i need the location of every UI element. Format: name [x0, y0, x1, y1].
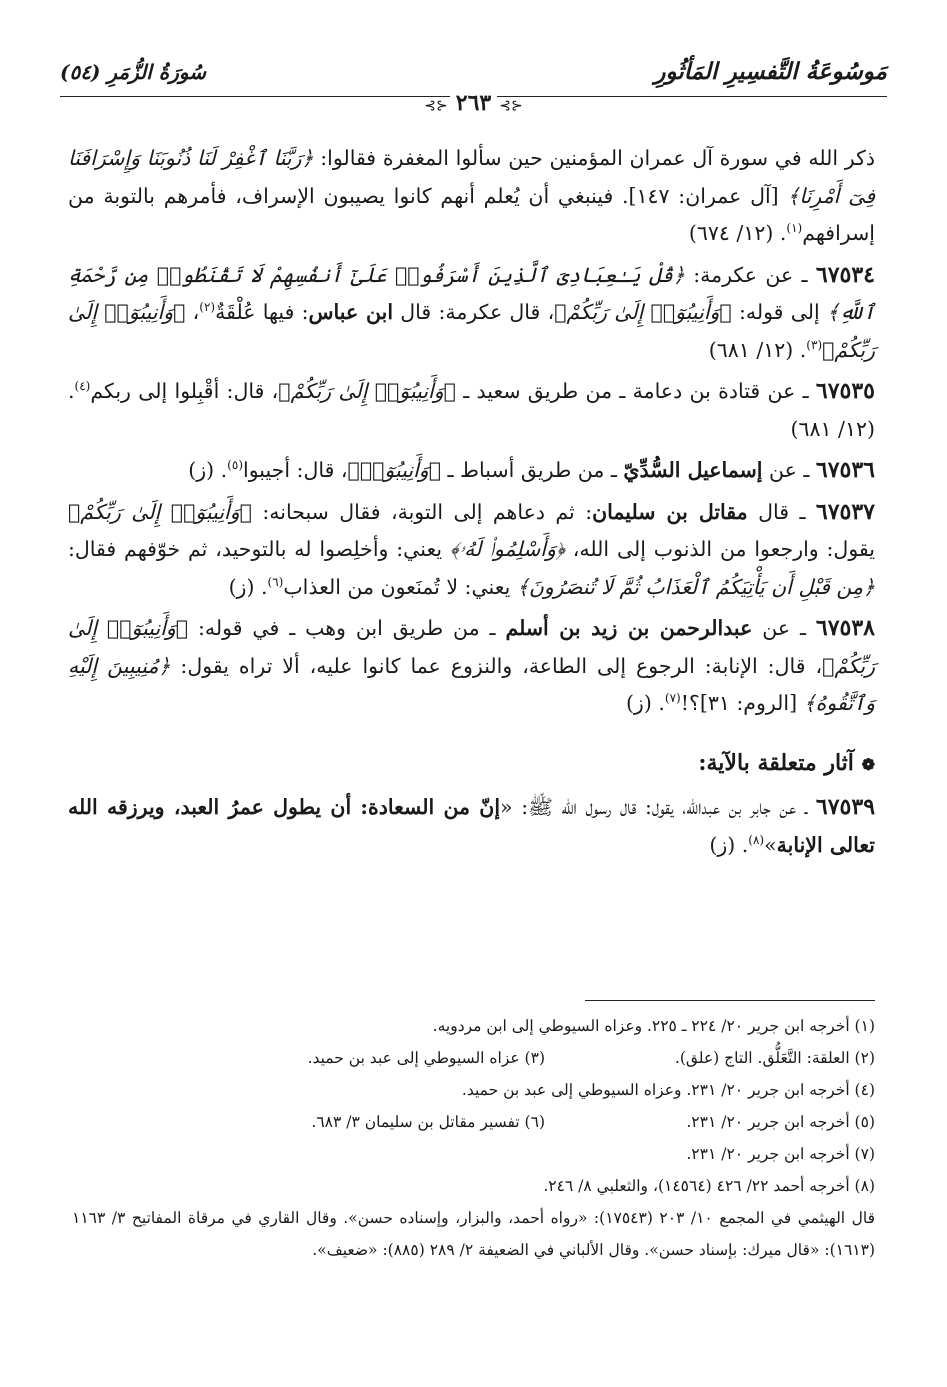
- narrator-name: مقاتل بن سليمان: [592, 499, 748, 524]
- entry-text: ،: [185, 300, 200, 324]
- footnote-ref: (٧): [664, 691, 681, 706]
- narrator-name: إسماعيل السُّدِّيّ: [623, 458, 763, 482]
- footnote-ref: (٤): [74, 379, 91, 394]
- entry-paragraph: [68, 610, 875, 723]
- quran-quote: ﴿وَأَسْلِمُوا۟ لَهُۥ﴾: [449, 537, 565, 561]
- quran-quote: ﴿وَأَنِيبُوٓا۟ إِلَىٰ رَبِّكُمْ﴾: [68, 616, 876, 678]
- entry-number: ٦٧٥٣٥: [815, 378, 875, 404]
- quran-quote: ﴿وَأَنِيبُوٓا۟ إِلَىٰ رَبِّكُمْ﴾: [68, 499, 252, 524]
- book-title: مَوسُوعَةُ التَّفسِيرِ المَأثُورِ: [654, 58, 887, 85]
- intro-paragraph: [68, 140, 875, 253]
- entries-list-related: [68, 789, 875, 864]
- entry-number: ٦٧٥٣٤: [815, 261, 875, 288]
- entry-paragraph: [68, 373, 875, 448]
- quran-quote: ﴿مُنِيبِينَ إِلَيْهِ وَٱتَّقُوهُ﴾: [68, 653, 875, 715]
- quran-quote: ﴿وَأَنِيبُوٓا۟ إِلَىٰ رَبِّكُمْ﴾: [554, 300, 732, 324]
- entry-paragraph: [68, 452, 875, 490]
- ornament-icon: ⊰⊱: [424, 98, 448, 114]
- footnote-ref: (٦): [267, 574, 284, 589]
- entry-text: ـ من طريق ابن وهب ـ في قوله:: [188, 616, 506, 640]
- footnote-row: [72, 1106, 875, 1138]
- entry-text: إلى قوله:: [731, 300, 827, 324]
- quran-quote: ﴿قُلْ يَـٰعِبَادِىَ ٱلَّذِينَ أَسْرَفُوا۟ عَلَىٰٓ أَنفُسِهِمْ لَا تَقْنَطُوا۟ مِن رَّحْمَةِ ٱللَّهِ﴾: [68, 262, 875, 324]
- entry-text: . (١٢/ ٦٨١): [68, 379, 875, 441]
- entry-text: . (١٢/ ٦٨١): [708, 337, 807, 362]
- entry-number: ٦٧٥٣٦: [815, 457, 875, 483]
- entry-text: ـ عن عكرمة:: [684, 262, 816, 287]
- footnotes: [72, 1010, 875, 1266]
- footnote-note: قال الهيثمي في المجمع ١٠/ ٢٠٣ (١٧٥٤٣): «رواه أحمد، والبزار، وإسناده حسن». وقال القاري في مرقاة المفاتيح ٣/ ١١٦٣ (١٦١٣): «قال ميرك: بإسناد حسن». وقال الألباني في الضعيفة ٢/ ٢٨٩ (٨٨٥): «ضعيف».: [72, 1209, 875, 1259]
- quran-ref: [آل عمران: ١٤٧].: [613, 183, 788, 208]
- main-text: [68, 140, 875, 868]
- footnote: (٤) أخرجه ابن جرير ٢٠/ ٢٣١. وعزاه السيوطي إلى عبد بن حميد.: [461, 1081, 875, 1099]
- quran-quote: ﴿مِن قَبْلِ أَن يَأْتِيَكُمُ ٱلْعَذَابُ ثُمَّ لَا تُنصَرُونَ﴾: [516, 574, 875, 599]
- footnote-ref: (٥): [227, 458, 243, 473]
- quran-quote: ﴿وَأَنِيبُوٓا۟ إِلَىٰ رَبِّكُمْ﴾: [278, 379, 456, 403]
- ornament-icon: ⊰⊱: [499, 98, 523, 114]
- intro-text: ذكر الله في سورة آل عمران المؤمنين حين سألوا المغفرة فقالوا:: [313, 146, 875, 170]
- section-heading: [68, 745, 875, 784]
- entry-text: . (ز): [188, 458, 228, 482]
- entries-list: [68, 257, 875, 723]
- surah-label: سُورَةُ الزُّمَرِ (٥٤): [60, 60, 207, 84]
- footnote: (١) أخرجه ابن جرير ٢٠/ ٢٢٤ ـ ٢٢٥. وعزاه السيوطي إلى ابن مردويه.: [432, 1017, 875, 1035]
- footnote-ref: (٨): [748, 832, 765, 847]
- footnote-ref: (٢): [199, 300, 216, 315]
- section-title: آثار متعلقة بالآية:: [698, 749, 854, 776]
- entry-text: : ثم دعاهم إلى التوبة، فقال سبحانه:: [251, 499, 593, 524]
- narrator-name: ابن عباس: [308, 300, 394, 324]
- entry-paragraph: [68, 257, 875, 370]
- footnote: (٧) أخرجه ابن جرير ٢٠/ ٢٣١.: [686, 1145, 875, 1163]
- entry-text: ـ عن قتادة بن دعامة ـ من طريق سعيد ـ: [455, 379, 816, 403]
- entry-text: يعني: لا تُمنَعون من العذاب: [283, 574, 517, 599]
- entry-text: يعني: وأخلِصوا له بالتوحيد، ثم خوّفهم فقال:: [68, 537, 450, 561]
- quran-quote: ﴿وَأَنِيبُوٓا۟﴾: [347, 458, 442, 482]
- entry-text: ـ عن: [762, 458, 816, 482]
- entry-paragraph: [68, 494, 875, 607]
- intro-text: فينبغي أن يُعلم أنهم كانوا يصيبون الإسراف، فأمرهم بالتوبة من إسرافهم: [68, 183, 875, 245]
- footnote-rule: [585, 1000, 875, 1001]
- entry-text: ، قال: أقْبِلوا إلى ربكم: [90, 379, 279, 403]
- page-header: [60, 58, 887, 116]
- narrator-name: عبدالرحمن بن زيد بن أسلم: [505, 616, 753, 640]
- entry-text: ـ عن جابر بن عبدالله، يقول: قال رسول الله ﷺ: «: [500, 795, 816, 819]
- entry-text: : فيها عُلْقَةٌ: [215, 300, 309, 324]
- entry-text: ، قال: الإنابة: الرجوع إلى الطاعة، والنزوع عما كانوا عليه، ألا تراه يقول:: [170, 653, 823, 678]
- entry-text: ـ قال: [747, 499, 816, 524]
- footnote: (٨) أخرجه أحمد ٢٢/ ٤٢٦ (١٤٥٦٤)، والثعلبي ٨/ ٢٤٦.: [543, 1177, 875, 1195]
- footnote-ref: (٣): [806, 337, 823, 352]
- entry-paragraph: [68, 789, 875, 864]
- entry-text: . (ز): [709, 832, 749, 857]
- entry-text: [الروم: ٣١]؟!: [680, 691, 804, 715]
- footnote: (٥) أخرجه ابن جرير ٢٠/ ٢٣١.: [686, 1113, 875, 1131]
- entry-text: يقول: وارجعوا من الذنوب إلى الله،: [564, 537, 875, 561]
- quran-quote: ﴿رَبَّنَا ٱغْفِرْ لَنَا ذُنُوبَنَا وَإِسْرَافَنَا فِىٓ أَمْرِنَا﴾: [68, 146, 875, 208]
- entry-text: »: [764, 832, 777, 857]
- entry-text: ـ عن: [752, 616, 816, 640]
- entry-number: ٦٧٥٣٨: [815, 615, 875, 641]
- entry-number: ٦٧٥٣٩: [815, 794, 876, 820]
- entry-text: . (ز): [228, 574, 268, 599]
- footnote: (٦) تفسير مقاتل بن سليمان ٣/ ٦٨٣.: [311, 1113, 545, 1131]
- flower-ornament-icon: ❁: [861, 754, 875, 774]
- entry-text: ، قال: أجيبوا: [243, 458, 348, 482]
- footnote-ref: (١): [786, 221, 803, 236]
- page-number: ٢٦٣: [450, 90, 497, 116]
- narrator-name: إنّ من السعادة: أن يطول عمرُ العبد، ويرزقه الله تعالى الإنابة: [68, 795, 875, 857]
- entry-text: ، قال عكرمة: قال: [393, 300, 555, 324]
- page-number-block: [60, 90, 887, 116]
- entry-number: ٦٧٥٣٧: [815, 498, 875, 525]
- entry-text: ـ من طريق أسباط ـ: [441, 458, 624, 482]
- footnote: (٢) العلقة: التَّعَلُّق. التاج (علق).: [674, 1049, 875, 1067]
- entry-text: . (ز): [625, 691, 665, 715]
- footnote: (٣) عزاه السيوطي إلى عبد بن حميد.: [307, 1049, 545, 1067]
- volume-page-ref: . (١٢/ ٦٧٤): [688, 221, 787, 245]
- quran-quote: ﴿وَأَنِيبُوٓا۟ إِلَىٰ رَبِّكُمْ﴾: [68, 300, 875, 362]
- footnote-row: [72, 1042, 875, 1074]
